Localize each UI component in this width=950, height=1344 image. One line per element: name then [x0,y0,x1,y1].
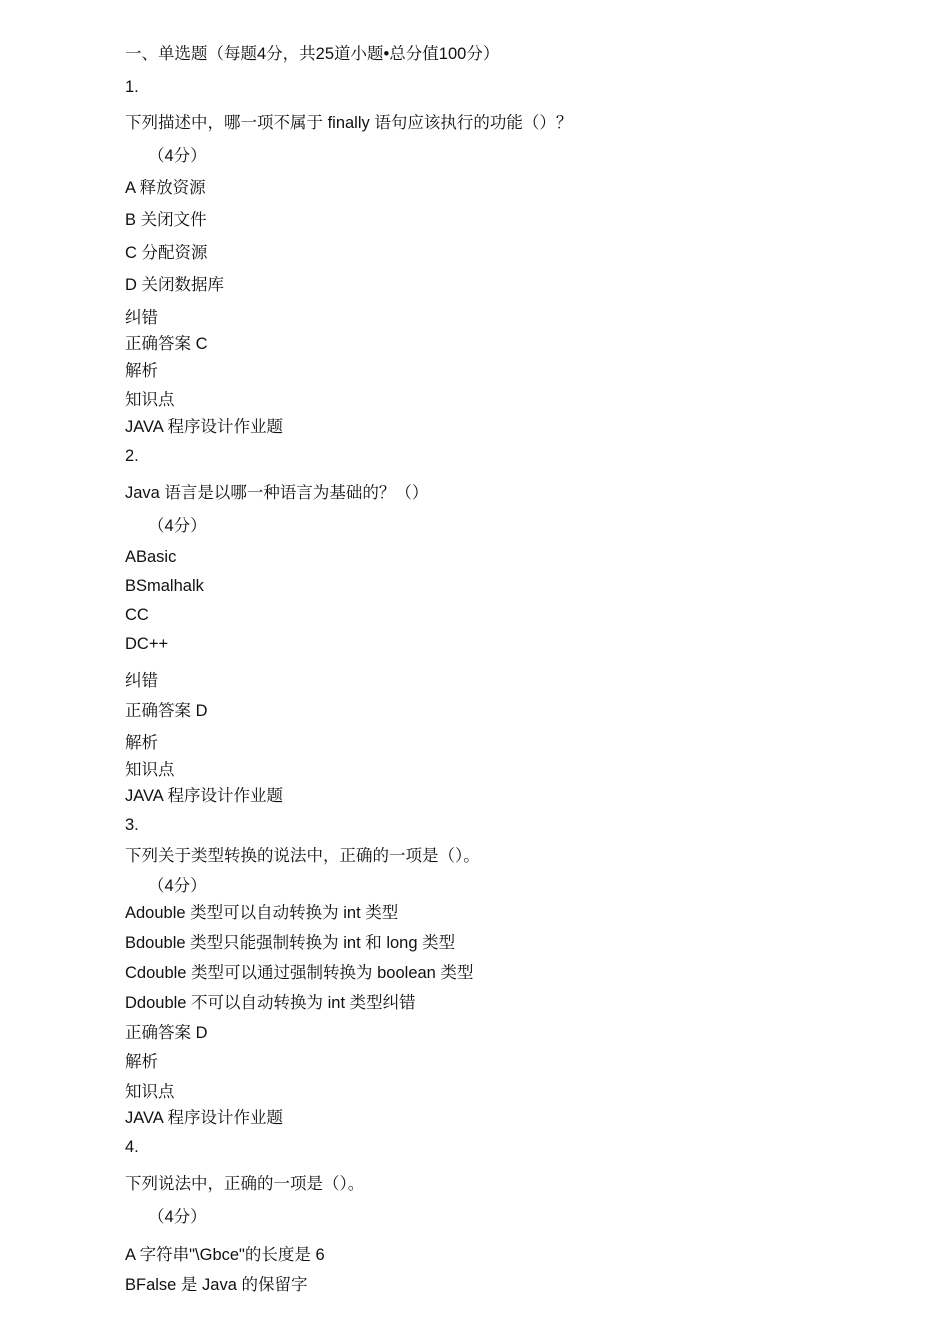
knowledge-value: JAVA 程序设计作业题 [125,418,283,436]
option-c: C 分配资源 [125,244,208,262]
option-b: BFalse 是 Java 的保留字 [125,1276,308,1294]
option-d: D 关闭数据库 [125,276,224,294]
correct-answer: 正确答案 D [125,1024,208,1042]
question-stem: 下列描述中，哪一项不属于 finally 语句应该执行的功能（）？ [125,114,573,132]
question-points: （4分） [148,517,207,535]
analysis-label: 解析 [125,734,158,752]
question-number: 3. [125,816,139,834]
option-a: A 字符串"\Gbce"的长度是 6 [125,1246,325,1264]
question-number: 2. [125,447,139,465]
question-number: 4. [125,1138,139,1156]
analysis-label: 解析 [125,362,158,380]
correct-answer: 正确答案 D [125,702,208,720]
knowledge-value: JAVA 程序设计作业题 [125,1109,283,1127]
option-a: Adouble 类型可以自动转换为 int 类型 [125,904,399,922]
correction-link: 纠错 [125,672,158,690]
knowledge-label: 知识点 [125,391,175,409]
option-b: Bdouble 类型只能强制转换为 int 和 long 类型 [125,934,456,952]
option-b: BSmalhalk [125,577,204,595]
question-stem: 下列说法中，正确的一项是（）。 [125,1175,365,1193]
question-points: （4分） [148,147,207,165]
knowledge-label: 知识点 [125,761,175,779]
question-stem: Java 语言是以哪一种语言为基础的？（） [125,484,429,502]
option-c: CC [125,606,149,624]
question-number: 1. [125,78,139,96]
knowledge-label: 知识点 [125,1083,175,1101]
question-points: （4分） [148,877,207,895]
section-header: 一、单选题（每题4分，共25道小题•总分值100分） [125,45,500,63]
question-points: （4分） [148,1208,207,1226]
option-b: B 关闭文件 [125,211,207,229]
option-a: ABasic [125,548,177,566]
question-stem: 下列关于类型转换的说法中，正确的一项是（）。 [125,847,480,865]
option-d: Ddouble 不可以自动转换为 int 类型纠错 [125,994,416,1012]
analysis-label: 解析 [125,1053,158,1071]
option-a: A 释放资源 [125,179,206,197]
knowledge-value: JAVA 程序设计作业题 [125,787,283,805]
option-d: DC++ [125,635,169,653]
correct-answer: 正确答案 C [125,335,208,353]
option-c: Cdouble 类型可以通过强制转换为 boolean 类型 [125,964,474,982]
correction-link: 纠错 [125,309,158,327]
